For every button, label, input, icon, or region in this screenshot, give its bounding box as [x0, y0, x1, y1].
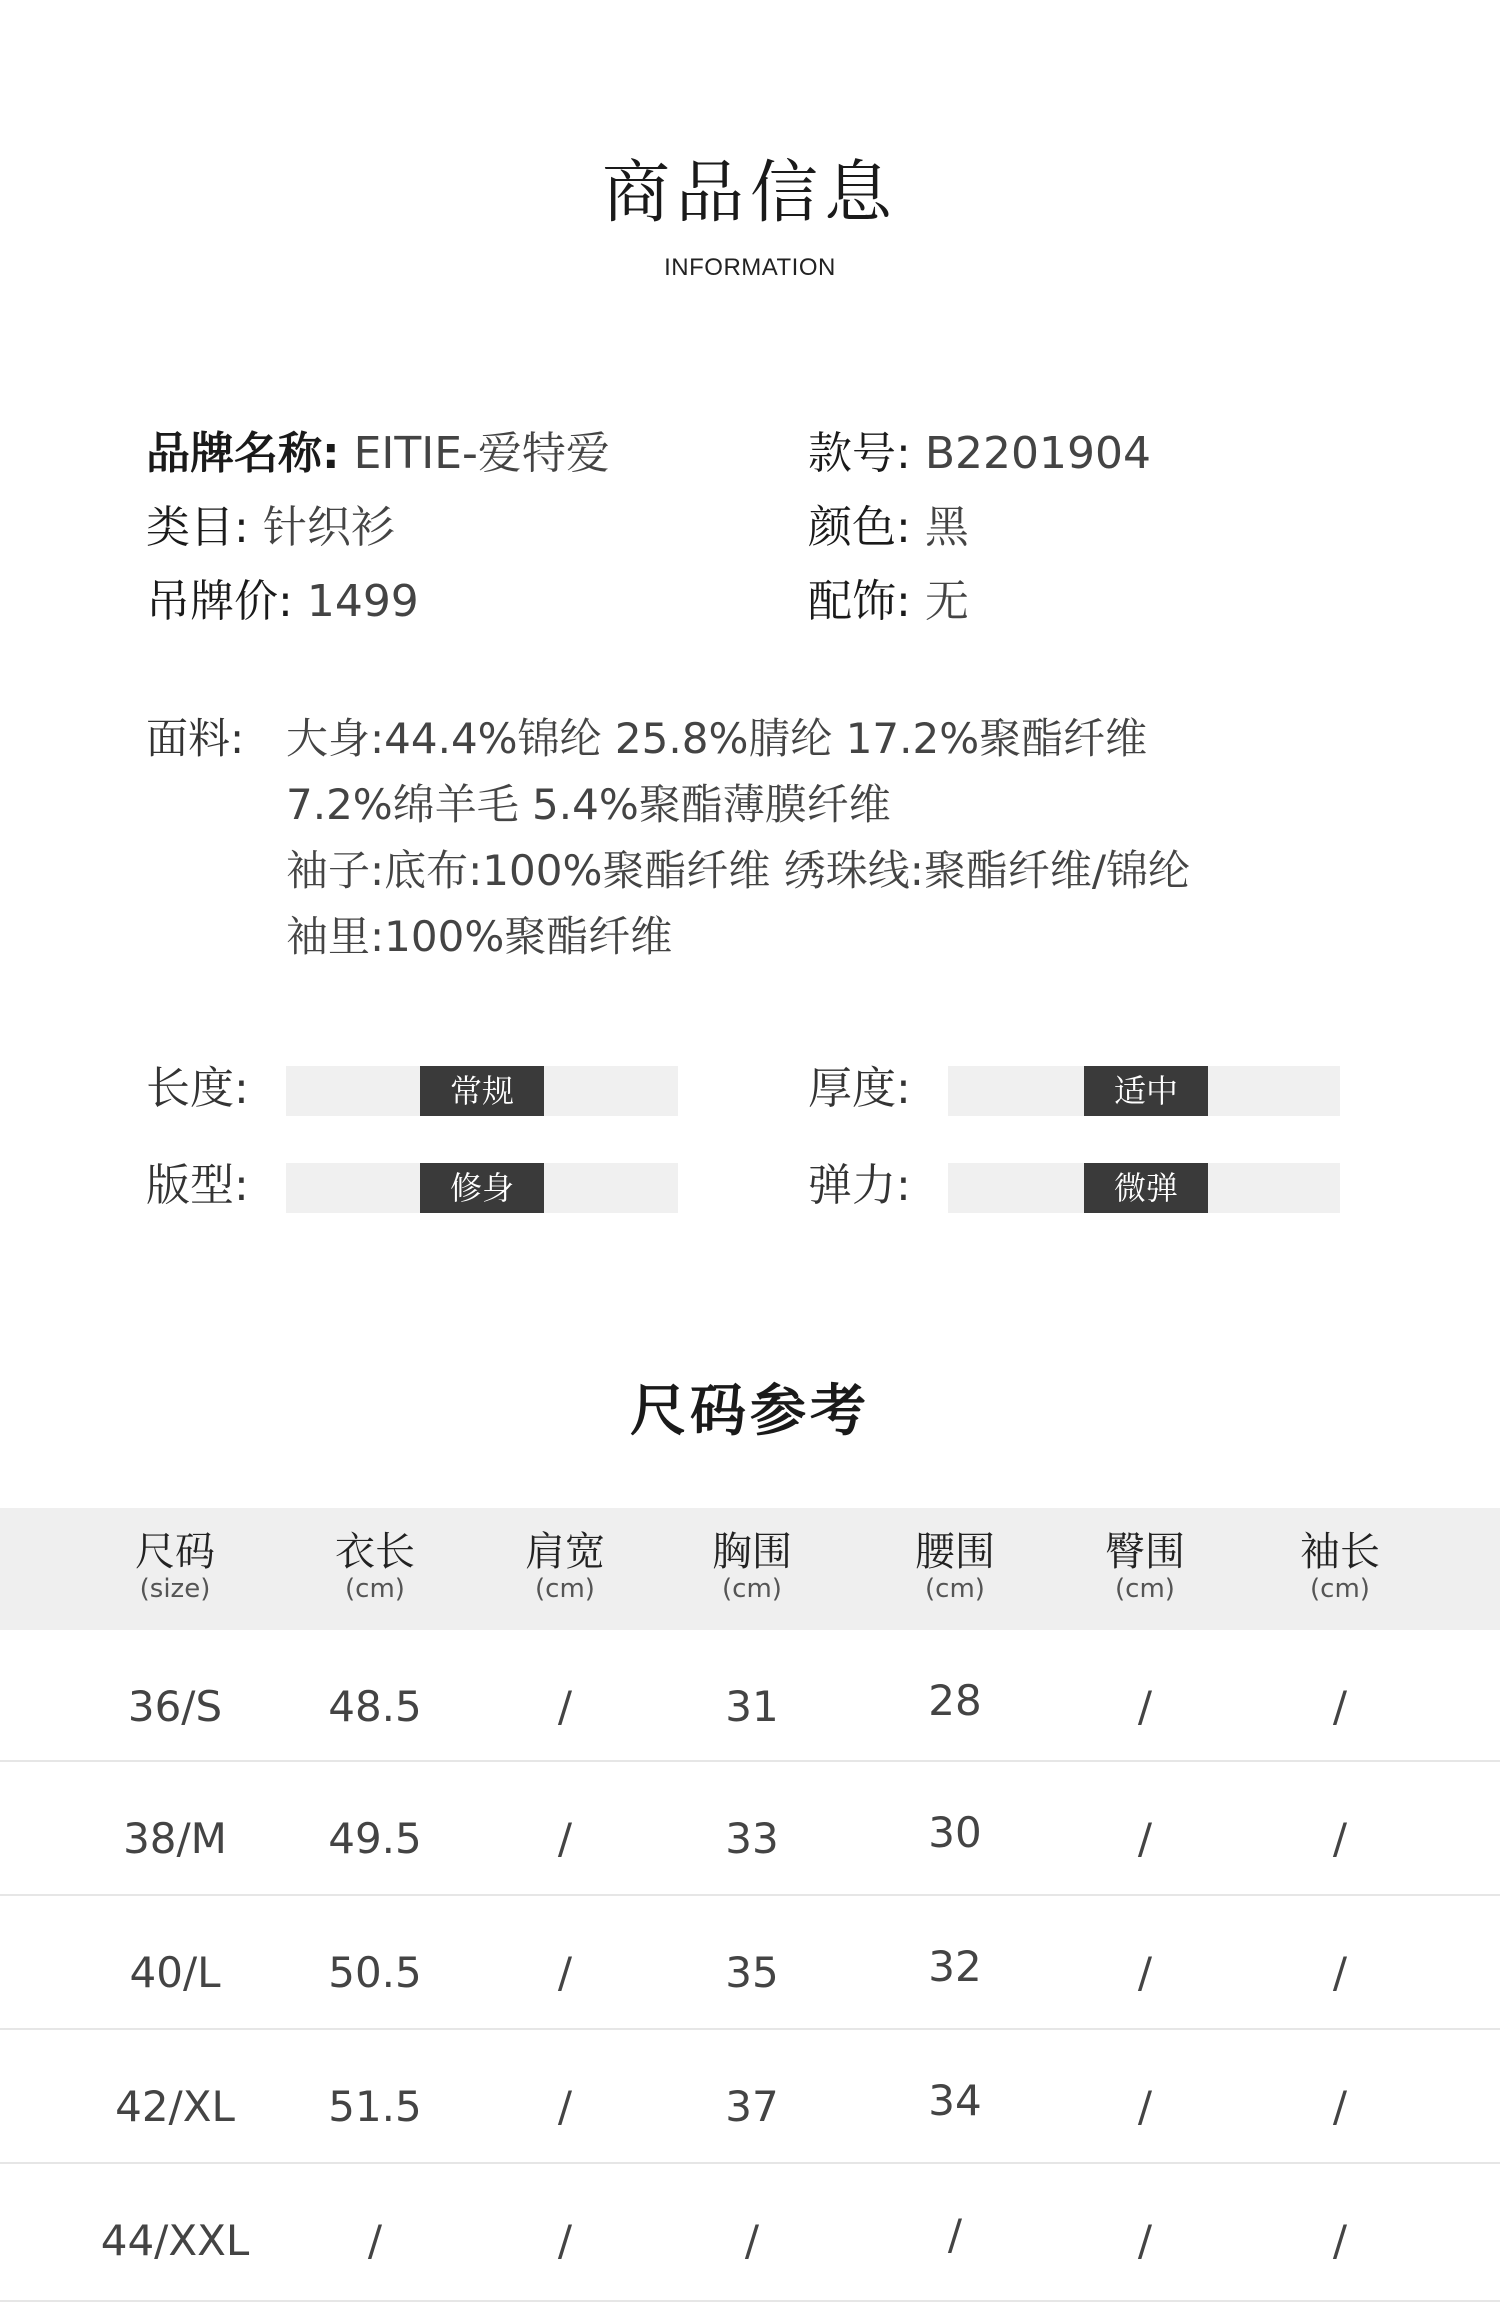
row-divider [0, 2028, 1500, 2030]
table-cell: / [1332, 2082, 1348, 2131]
column-header-unit: (size) [139, 1574, 211, 1604]
table-cell: 51.5 [328, 2082, 422, 2131]
table-cell: 37 [725, 2082, 779, 2131]
length-value-chip: 常规 [420, 1066, 544, 1116]
table-cell: / [1332, 2216, 1348, 2265]
fabric-line: 袖子:底布:100%聚酯纤维 绣珠线:聚酯纤维/锦纶 [286, 846, 1191, 895]
table-cell: 49.5 [328, 1814, 422, 1863]
table-cell: 50.5 [328, 1948, 422, 1997]
color-value: 黑 [924, 502, 969, 553]
fabric-line: 大身:44.4%锦纶 25.8%腈纶 17.2%聚酯纤维 [286, 714, 1148, 763]
style-no-value: B2201904 [924, 428, 1151, 479]
category-row [146, 502, 395, 553]
fit-value-chip: 修身 [420, 1163, 544, 1213]
table-cell: / [1137, 1948, 1153, 1997]
column-header-name: 袖长 [1300, 1529, 1380, 1575]
table-cell: / [1137, 1682, 1153, 1731]
accessory-row [808, 576, 969, 627]
table-cell: 34 [928, 2076, 982, 2125]
color-row [808, 502, 969, 553]
style-no-label: 款号: [808, 428, 911, 479]
column-header-unit: (cm) [1310, 1574, 1370, 1604]
table-cell: / [1137, 2082, 1153, 2131]
size-label-cell: 36/S [127, 1682, 223, 1731]
brand-value: EITIE-爱特爱 [353, 428, 610, 479]
table-cell: / [1332, 1948, 1348, 1997]
table-cell: / [367, 2216, 383, 2265]
row-divider [0, 1894, 1500, 1896]
column-header-unit: (cm) [535, 1574, 595, 1604]
elasticity-label: 弹力: [808, 1160, 911, 1211]
column-header [275, 1530, 475, 1604]
fit-scale [286, 1163, 678, 1213]
table-cell: / [557, 1814, 573, 1863]
row-divider [0, 1760, 1500, 1762]
column-header-name: 胸围 [712, 1529, 792, 1575]
accessory-value: 无 [924, 576, 969, 627]
price-value: 1499 [306, 576, 419, 627]
category-value: 针织衫 [262, 502, 395, 553]
column-header-name: 尺码 [135, 1529, 215, 1575]
column-header-name: 腰围 [915, 1529, 995, 1575]
size-label-cell: 38/M [123, 1814, 227, 1863]
elasticity-scale [948, 1163, 1340, 1213]
thickness-value-chip: 适中 [1084, 1066, 1208, 1116]
column-header-unit: (cm) [722, 1574, 782, 1604]
fit-label: 版型: [146, 1160, 249, 1211]
fabric-label: 面料: [146, 714, 245, 763]
column-header [1240, 1530, 1440, 1604]
category-label: 类目: [146, 502, 249, 553]
table-cell: 30 [928, 1808, 982, 1857]
column-header-unit: (cm) [925, 1574, 985, 1604]
table-cell: / [1137, 2216, 1153, 2265]
brand-label: 品牌名称: [146, 428, 340, 479]
row-divider [0, 2162, 1500, 2164]
table-cell: / [947, 2210, 963, 2259]
row-divider [0, 2300, 1500, 2302]
column-header-name: 衣长 [335, 1529, 415, 1575]
table-cell: 33 [725, 1814, 779, 1863]
column-header-unit: (cm) [1115, 1574, 1175, 1604]
table-cell: / [557, 2216, 573, 2265]
size-label-cell: 42/XL [115, 2082, 235, 2131]
column-header-unit: (cm) [345, 1574, 405, 1604]
column-header [1045, 1530, 1245, 1604]
thickness-label: 厚度: [808, 1063, 911, 1114]
table-cell: 31 [725, 1682, 779, 1731]
elasticity-value-chip: 微弹 [1084, 1163, 1208, 1213]
length-scale [286, 1066, 678, 1116]
page-subtitle: INFORMATION [664, 254, 836, 281]
price-label: 吊牌价: [146, 576, 293, 627]
column-header-name: 臀围 [1105, 1529, 1185, 1575]
fabric-line: 袖里:100%聚酯纤维 [286, 912, 673, 961]
page-title: 商品信息 [601, 154, 898, 233]
column-header [75, 1530, 275, 1604]
table-cell: / [557, 2082, 573, 2131]
column-header [465, 1530, 665, 1604]
price-row [146, 576, 419, 627]
table-cell: / [557, 1682, 573, 1731]
table-cell: 32 [928, 1942, 982, 1991]
column-header [652, 1530, 852, 1604]
column-header-name: 肩宽 [525, 1529, 605, 1575]
size-label-cell: 44/XXL [100, 2216, 250, 2265]
size-label-cell: 40/L [129, 1948, 221, 1997]
fabric-line: 7.2%绵羊毛 5.4%聚酯薄膜纤维 [286, 780, 891, 829]
thickness-scale [948, 1066, 1340, 1116]
accessory-label: 配饰: [808, 576, 911, 627]
table-cell: / [557, 1948, 573, 1997]
table-cell: / [744, 2216, 760, 2265]
column-header [855, 1530, 1055, 1604]
color-label: 颜色: [808, 502, 911, 553]
table-cell: / [1137, 1814, 1153, 1863]
size-chart-title: 尺码参考 [630, 1379, 870, 1444]
length-label: 长度: [146, 1063, 249, 1114]
style-no-row [808, 428, 1151, 479]
table-cell: / [1332, 1814, 1348, 1863]
table-cell: / [1332, 1682, 1348, 1731]
table-cell: 48.5 [328, 1682, 422, 1731]
table-cell: 28 [928, 1676, 982, 1725]
brand-row [146, 428, 610, 479]
table-cell: 35 [725, 1948, 779, 1997]
